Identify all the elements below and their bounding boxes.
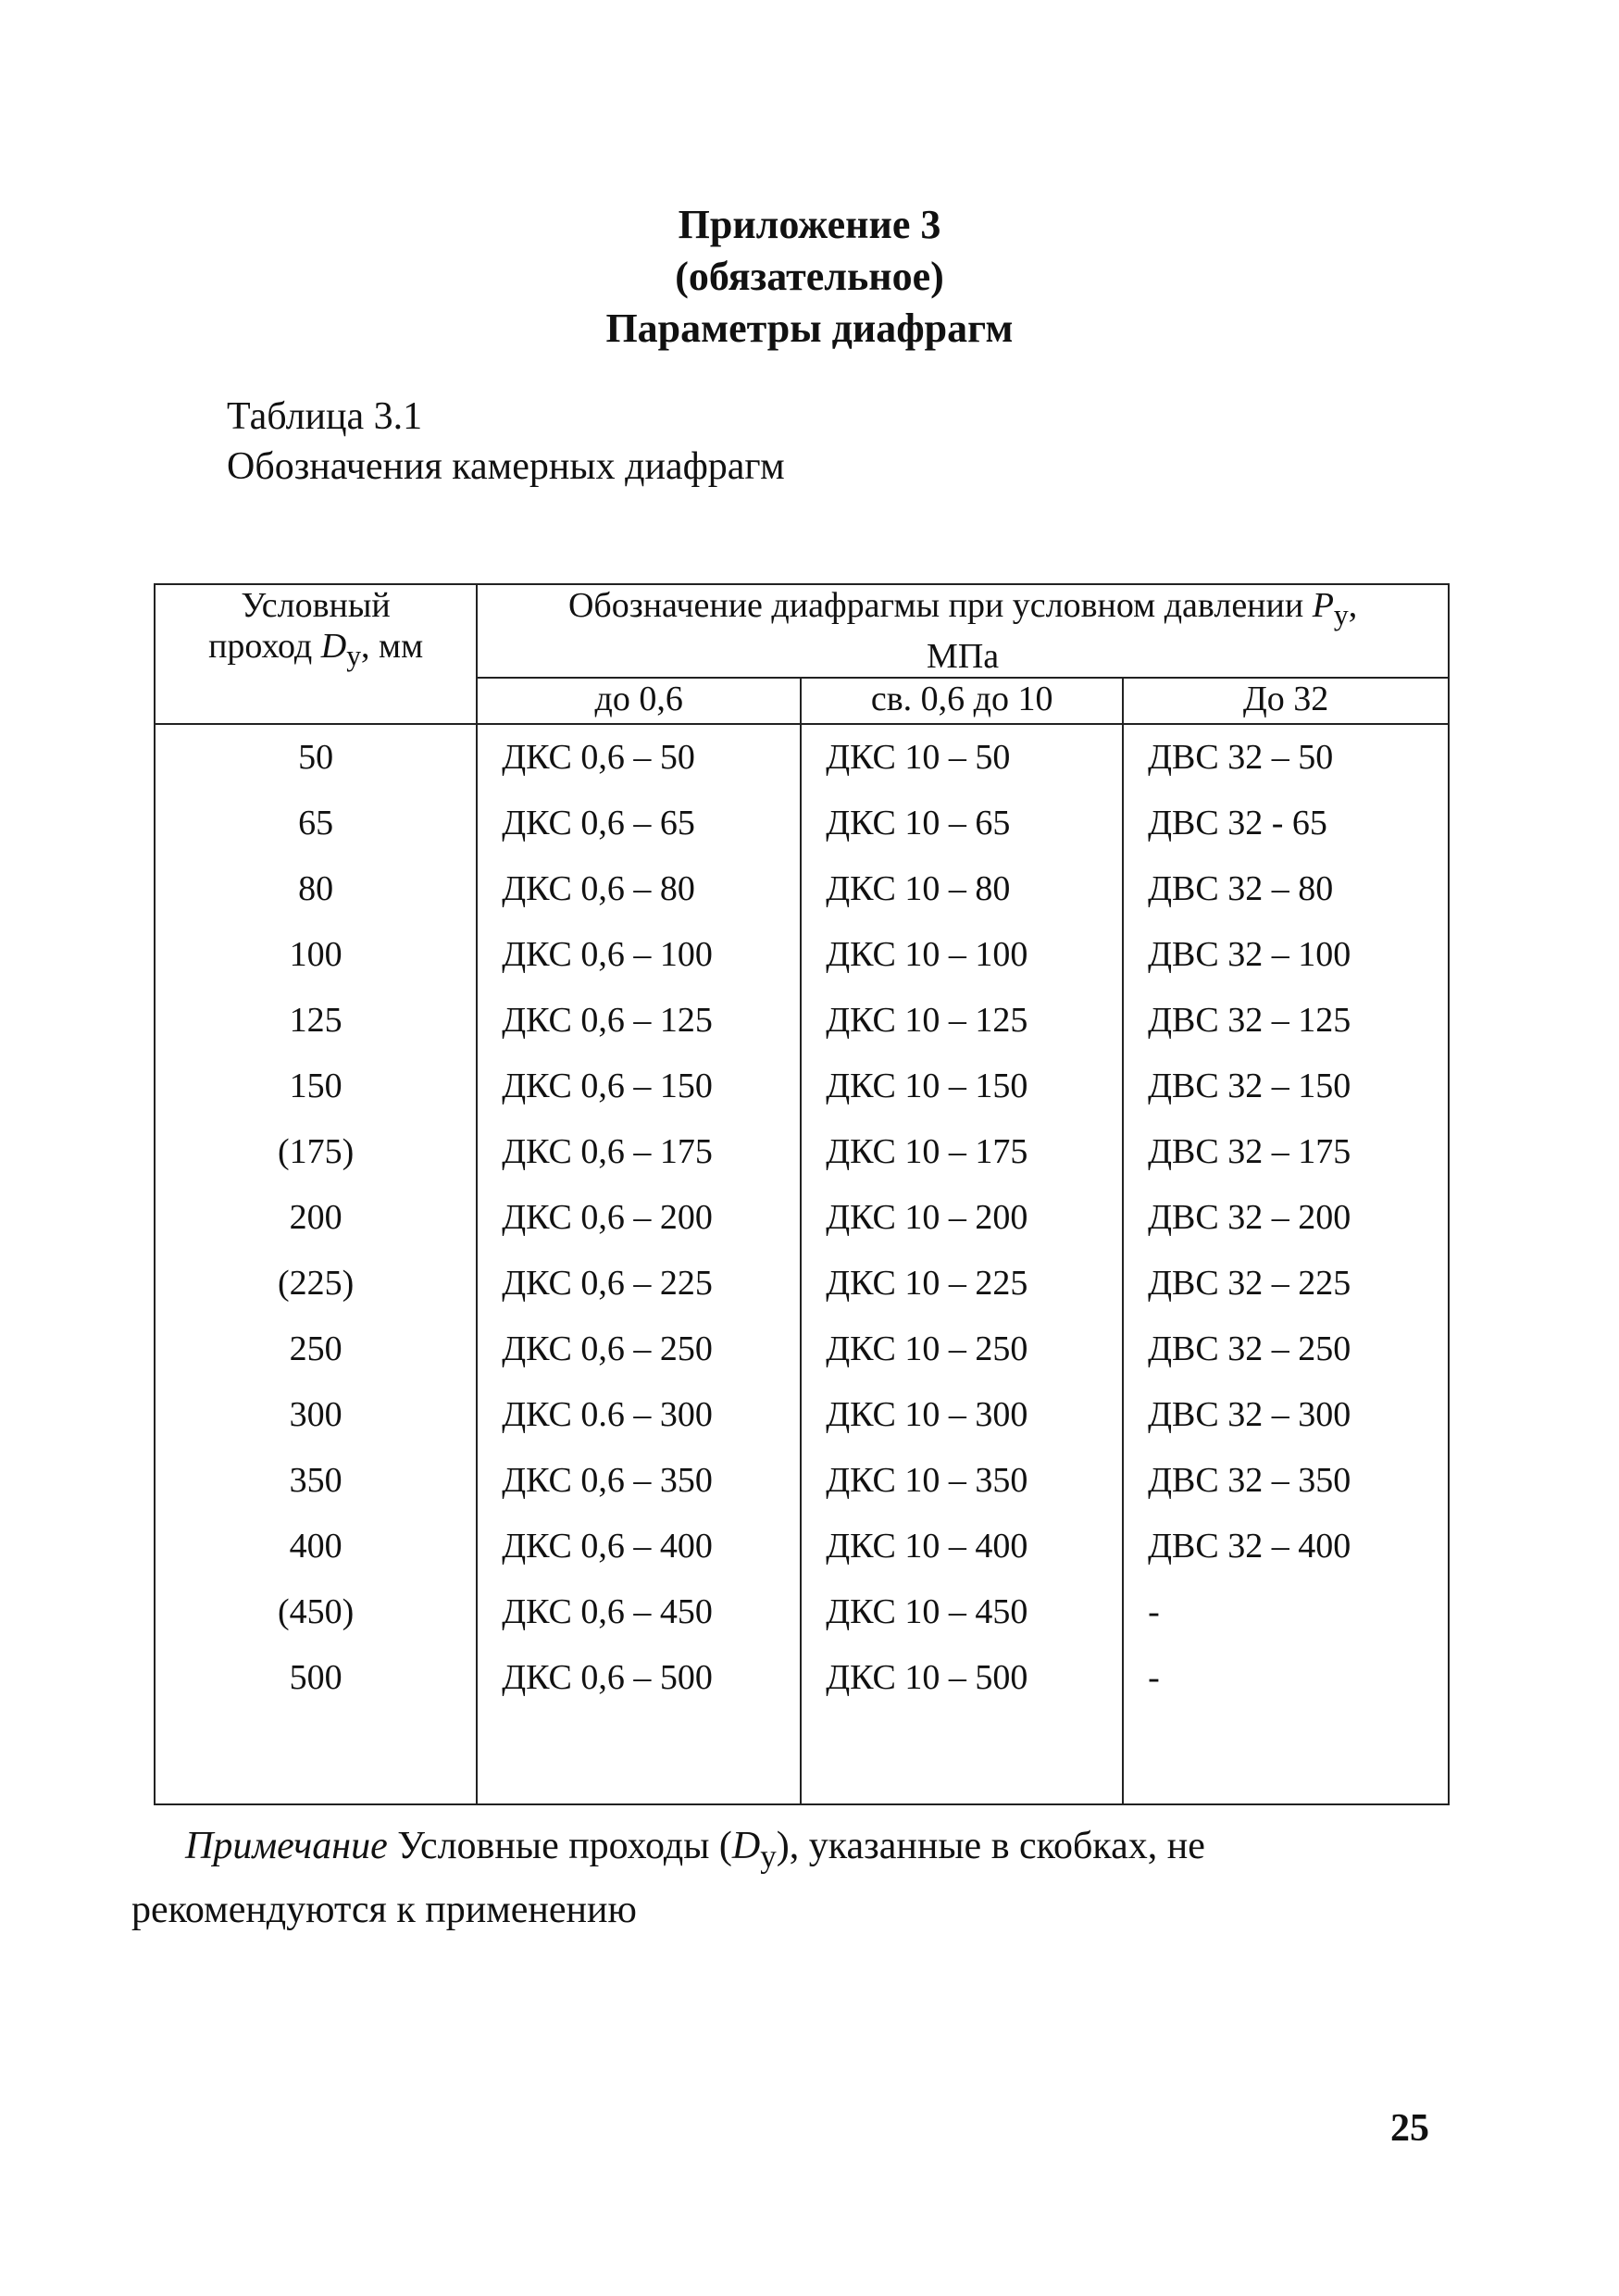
cell-dks-0-6: ДКС 0,6 – 500 [477,1645,801,1711]
empty-cell [477,1711,801,1804]
cell-dks-0-6: ДКС 0,6 – 150 [477,1054,801,1119]
cell-diameter: 300 [155,1382,477,1448]
table-row [155,791,1449,856]
cell-dks-10: ДКС 10 – 65 [801,791,1123,856]
cell-dvs-32: - [1123,1645,1449,1711]
empty-cell [801,1711,1123,1804]
table-row [155,1251,1449,1316]
appendix-title: Приложение 3 [678,202,941,247]
cell-dks-0-6: ДКС 0,6 – 65 [477,791,801,856]
cell-dvs-32: ДВС 32 – 125 [1123,988,1449,1054]
cell-dvs-32: - [1123,1579,1449,1645]
subheader-0-6-to-10: св. 0,6 до 10 [801,678,1123,724]
cell-diameter: 400 [155,1514,477,1579]
table-row [155,1054,1449,1119]
cell-dvs-32: ДВС 32 - 65 [1123,791,1449,856]
nominal-diameter-header-line1: Условный [241,586,391,625]
cell-diameter: (450) [155,1579,477,1645]
cell-dks-0-6: ДКС 0,6 – 50 [477,724,801,791]
empty-cell [1123,1711,1449,1804]
nominal-diameter-header-prefix: проход [208,627,321,666]
nominal-diameter-header [155,584,477,724]
cell-dks-0-6: ДКС 0,6 – 200 [477,1185,801,1251]
cell-dvs-32: ДВС 32 – 150 [1123,1054,1449,1119]
note-text-line2: рекомендуются к применению [131,1889,637,1932]
cell-dvs-32: ДВС 32 – 350 [1123,1448,1449,1514]
table-row [155,724,1449,791]
table-row [155,1579,1449,1645]
table-title: Обозначения камерных диафрагм [227,445,785,488]
note-label: Примечание [185,1825,388,1867]
appendix-status: (обязательное) [675,254,944,299]
cell-dks-10: ДКС 10 – 150 [801,1054,1123,1119]
table-empty-row [155,1711,1449,1804]
empty-cell [155,1711,477,1804]
table-row [155,1382,1449,1448]
table-row [155,1514,1449,1579]
cell-dvs-32: ДВС 32 – 100 [1123,922,1449,988]
cell-diameter: 200 [155,1185,477,1251]
subheader-up-to-32: До 32 [1123,678,1449,724]
cell-dks-10: ДКС 10 – 100 [801,922,1123,988]
cell-diameter: 500 [155,1645,477,1711]
pressure-symbol: P [1312,586,1334,625]
cell-dks-10: ДКС 10 – 80 [801,856,1123,922]
table-row [155,1119,1449,1185]
table-row [155,922,1449,988]
table-row [155,856,1449,922]
pressure-subscript: у [1333,598,1349,631]
cell-dks-10: ДКС 10 – 450 [801,1579,1123,1645]
cell-dks-10: ДКС 10 – 175 [801,1119,1123,1185]
table-number: Таблица 3.1 [227,395,423,438]
pressure-group-header [477,584,1449,678]
diameter-symbol: D [320,627,347,666]
page-number: 25 [1390,2107,1429,2150]
cell-dks-10: ДКС 10 – 400 [801,1514,1123,1579]
table-row [155,1316,1449,1382]
cell-dks-0-6: ДКС 0.6 – 300 [477,1382,801,1448]
cell-dks-0-6: ДКС 0,6 – 450 [477,1579,801,1645]
cell-dvs-32: ДВС 32 – 200 [1123,1185,1449,1251]
cell-diameter: 125 [155,988,477,1054]
cell-dks-0-6: ДКС 0,6 – 125 [477,988,801,1054]
note-text-start: Условные проходы ( [387,1825,732,1867]
cell-dks-10: ДКС 10 – 200 [801,1185,1123,1251]
note-diameter-subscript: у [760,1838,777,1875]
cell-dks-0-6: ДКС 0,6 – 100 [477,922,801,988]
pressure-group-header-comma: , [1348,586,1358,625]
cell-dvs-32: ДВС 32 – 80 [1123,856,1449,922]
cell-dks-10: ДКС 10 – 225 [801,1251,1123,1316]
diaphragm-designation-table [154,583,1450,1805]
cell-dks-10: ДКС 10 – 125 [801,988,1123,1054]
cell-diameter: 65 [155,791,477,856]
diameter-subscript: у [346,639,362,672]
pressure-group-header-text: Обозначение диафрагмы при условном давлении [567,586,1313,625]
note-diameter-symbol: D [731,1825,761,1867]
cell-diameter: 100 [155,922,477,988]
cell-diameter: 250 [155,1316,477,1382]
cell-diameter: 80 [155,856,477,922]
cell-dvs-32: ДВС 32 – 250 [1123,1316,1449,1382]
cell-dks-10: ДКС 10 – 500 [801,1645,1123,1711]
table-row [155,1448,1449,1514]
note-text-end: ), указанные в скобках, не [776,1825,1205,1867]
cell-dks-0-6: ДКС 0,6 – 175 [477,1119,801,1185]
cell-dks-10: ДКС 10 – 50 [801,724,1123,791]
cell-diameter: 50 [155,724,477,791]
pressure-unit: МПа [927,636,1000,676]
cell-dks-10: ДКС 10 – 250 [801,1316,1123,1382]
cell-dks-10: ДКС 10 – 350 [801,1448,1123,1514]
cell-dvs-32: ДВС 32 – 175 [1123,1119,1449,1185]
cell-diameter: (225) [155,1251,477,1316]
table-row [155,1645,1449,1711]
subheader-up-to-0-6: до 0,6 [477,678,801,724]
table-note [131,1819,1437,1937]
appendix-subject: Параметры диафрагм [605,306,1014,351]
cell-dvs-32: ДВС 32 – 400 [1123,1514,1449,1579]
cell-dks-0-6: ДКС 0,6 – 225 [477,1251,801,1316]
cell-dks-10: ДКС 10 – 300 [801,1382,1123,1448]
table-row [155,1185,1449,1251]
cell-diameter: (175) [155,1119,477,1185]
cell-diameter: 350 [155,1448,477,1514]
cell-dks-0-6: ДКС 0,6 – 400 [477,1514,801,1579]
cell-dks-0-6: ДКС 0,6 – 250 [477,1316,801,1382]
cell-dvs-32: ДВС 32 – 50 [1123,724,1449,791]
cell-dks-0-6: ДКС 0,6 – 80 [477,856,801,922]
cell-dks-0-6: ДКС 0,6 – 350 [477,1448,801,1514]
cell-dvs-32: ДВС 32 – 300 [1123,1382,1449,1448]
cell-diameter: 150 [155,1054,477,1119]
nominal-diameter-header-unit: , мм [361,627,424,666]
table-row [155,988,1449,1054]
cell-dvs-32: ДВС 32 – 225 [1123,1251,1449,1316]
